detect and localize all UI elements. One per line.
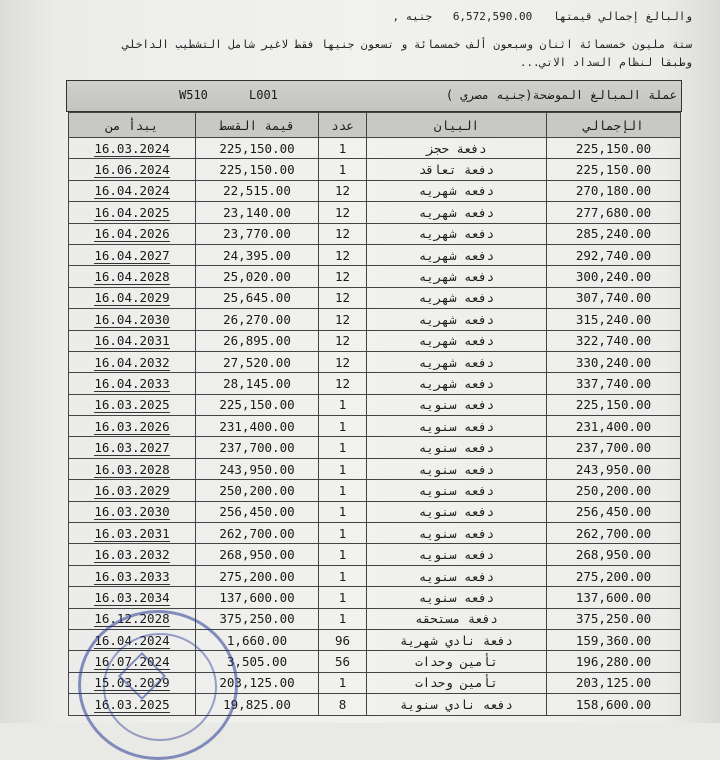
start-date-cell (69, 159, 196, 180)
table-row (69, 501, 681, 522)
count-cell: 1 (319, 159, 367, 180)
installment-value-cell: 225,150.00 (196, 138, 319, 159)
installment-value-cell: 250,200.00 (196, 480, 319, 501)
header-installment-value: قيمة القسط (196, 113, 319, 138)
total-cell: 159,360.00 (547, 629, 681, 650)
installment-value-cell: 23,770.00 (196, 223, 319, 244)
table-row (69, 138, 681, 159)
total-amount-line (392, 10, 692, 23)
total-cell: 315,240.00 (547, 309, 681, 330)
table-row (69, 223, 681, 244)
installment-value-cell: 375,250.00 (196, 608, 319, 629)
header-count: عدد (319, 113, 367, 138)
description-cell: دفعه سنويه (367, 394, 547, 415)
description-cell: دفعه نادي سنوية (367, 694, 547, 715)
installment-value-cell: 23,140.00 (196, 202, 319, 223)
table-row (69, 608, 681, 629)
total-amount-currency: جنيه , (392, 10, 433, 23)
count-cell: 1 (319, 394, 367, 415)
description-cell: دفعه شهريه (367, 244, 547, 265)
start-date-value: 16.04.2025 (94, 204, 170, 220)
installment-value-cell: 275,200.00 (196, 565, 319, 586)
total-cell: 237,700.00 (547, 437, 681, 458)
total-cell: 158,600.00 (547, 694, 681, 715)
start-date-value: 16.04.2027 (94, 247, 170, 263)
installment-value-cell: 26,895.00 (196, 330, 319, 351)
installment-value-cell: 3,505.00 (196, 651, 319, 672)
total-cell: 225,150.00 (547, 394, 681, 415)
total-cell: 292,740.00 (547, 244, 681, 265)
start-date-cell (69, 394, 196, 415)
description-cell: دفعه سنويه (367, 565, 547, 586)
table-row (69, 330, 681, 351)
installment-value-cell: 25,020.00 (196, 266, 319, 287)
total-cell: 225,150.00 (547, 138, 681, 159)
count-cell: 12 (319, 309, 367, 330)
total-cell: 196,280.00 (547, 651, 681, 672)
start-date-cell (69, 202, 196, 223)
table-row (69, 629, 681, 650)
description-cell: دفعه شهريه (367, 180, 547, 201)
count-cell: 1 (319, 480, 367, 501)
start-date-value: 16.04.2029 (94, 290, 170, 306)
start-date-value: 16.03.2031 (94, 525, 170, 541)
total-cell: 268,950.00 (547, 544, 681, 565)
start-date-value: 16.03.2028 (94, 461, 170, 477)
description-cell: تأمين وحدات (367, 672, 547, 693)
start-date-value: 16.03.2029 (94, 482, 170, 498)
total-amount-label: والبالغ إجمالي قيمتها (552, 10, 692, 23)
installment-value-cell: 1,660.00 (196, 629, 319, 650)
installment-value-cell: 22,515.00 (196, 180, 319, 201)
installment-value-cell: 237,700.00 (196, 437, 319, 458)
table-row (69, 351, 681, 372)
count-cell: 12 (319, 266, 367, 287)
count-cell: 12 (319, 223, 367, 244)
installment-value-cell: 268,950.00 (196, 544, 319, 565)
table-row (69, 373, 681, 394)
description-cell: دفعة نادي شهرية (367, 629, 547, 650)
count-cell: 1 (319, 565, 367, 586)
total-cell: 231,400.00 (547, 416, 681, 437)
count-cell: 96 (319, 629, 367, 650)
count-cell: 1 (319, 501, 367, 522)
installment-value-cell: 28,145.00 (196, 373, 319, 394)
currency-banner (66, 80, 682, 112)
header-total: الإجمالي (547, 113, 681, 138)
total-cell: 285,240.00 (547, 223, 681, 244)
total-cell: 375,250.00 (547, 608, 681, 629)
total-cell: 277,680.00 (547, 202, 681, 223)
table-row (69, 458, 681, 479)
table-row (69, 672, 681, 693)
payment-schedule-table (68, 112, 681, 716)
table-row (69, 587, 681, 608)
installment-value-cell: 27,520.00 (196, 351, 319, 372)
payment-system-intro: وطبقا لنظام السداد الاتي... (519, 56, 692, 69)
start-date-value: 16.04.2031 (94, 333, 170, 349)
table-header-row (69, 113, 681, 138)
description-cell: دفعه سنويه (367, 458, 547, 479)
start-date-cell (69, 180, 196, 201)
table-row (69, 694, 681, 715)
total-cell: 337,740.00 (547, 373, 681, 394)
description-cell: دفعه شهريه (367, 351, 547, 372)
start-date-value: 16.04.2024 (94, 183, 170, 199)
total-cell: 262,700.00 (547, 523, 681, 544)
description-cell: دفعة حجز (367, 138, 547, 159)
total-cell: 203,125.00 (547, 672, 681, 693)
start-date-cell (69, 523, 196, 544)
installment-value-cell: 256,450.00 (196, 501, 319, 522)
table-row (69, 416, 681, 437)
start-date-value: 16.03.2024 (94, 140, 170, 156)
count-cell: 1 (319, 458, 367, 479)
installment-value-cell: 26,270.00 (196, 309, 319, 330)
installment-value-cell: 203,125.00 (196, 672, 319, 693)
description-cell: دفعه سنويه (367, 416, 547, 437)
start-date-value: 16.03.2025 (94, 397, 170, 413)
start-date-value: 16.03.2026 (94, 418, 170, 434)
start-date-cell (69, 501, 196, 522)
start-date-cell (69, 266, 196, 287)
start-date-value: 16.03.2030 (94, 504, 170, 520)
count-cell: 12 (319, 373, 367, 394)
installment-value-cell: 24,395.00 (196, 244, 319, 265)
description-cell: دفعه شهريه (367, 287, 547, 308)
description-cell: دفعه شهريه (367, 330, 547, 351)
count-cell: 12 (319, 330, 367, 351)
start-date-value: 16.04.2033 (94, 375, 170, 391)
start-date-value: 16.07.2024 (94, 654, 170, 670)
start-date-cell (69, 287, 196, 308)
total-cell: 225,150.00 (547, 159, 681, 180)
start-date-cell (69, 458, 196, 479)
table-row (69, 266, 681, 287)
start-date-cell (69, 244, 196, 265)
description-cell: دفعه سنويه (367, 523, 547, 544)
start-date-value: 15.03.2029 (94, 675, 170, 691)
count-cell: 1 (319, 544, 367, 565)
table-row (69, 287, 681, 308)
count-cell: 1 (319, 416, 367, 437)
total-cell: 307,740.00 (547, 287, 681, 308)
count-cell: 1 (319, 587, 367, 608)
installment-value-cell: 19,825.00 (196, 694, 319, 715)
count-cell: 1 (319, 672, 367, 693)
start-date-cell (69, 351, 196, 372)
start-date-cell (69, 373, 196, 394)
start-date-cell (69, 138, 196, 159)
table-row (69, 544, 681, 565)
start-date-value: 16.04.2024 (94, 632, 170, 648)
header-description: البيان (367, 113, 547, 138)
start-date-cell (69, 480, 196, 501)
count-cell: 1 (319, 523, 367, 544)
start-date-value: 16.04.2032 (94, 354, 170, 370)
table-row (69, 309, 681, 330)
start-date-cell (69, 565, 196, 586)
start-date-cell (69, 651, 196, 672)
table-row (69, 437, 681, 458)
total-cell: 330,240.00 (547, 351, 681, 372)
table-row (69, 159, 681, 180)
description-cell: دفعه سنويه (367, 587, 547, 608)
table-row (69, 180, 681, 201)
table-row (69, 244, 681, 265)
start-date-cell (69, 629, 196, 650)
description-cell: دفعه سنويه (367, 437, 547, 458)
start-date-value: 16.04.2026 (94, 226, 170, 242)
total-cell: 270,180.00 (547, 180, 681, 201)
count-cell: 1 (319, 608, 367, 629)
start-date-cell (69, 587, 196, 608)
description-cell: دفعه شهريه (367, 309, 547, 330)
table-row (69, 202, 681, 223)
start-date-cell (69, 223, 196, 244)
table-row (69, 394, 681, 415)
table-body (69, 138, 681, 716)
description-cell: تأمين وحدات (367, 651, 547, 672)
count-cell: 12 (319, 180, 367, 201)
header-start-date: يبدأ من (69, 113, 196, 138)
start-date-value: 16.03.2025 (94, 696, 170, 712)
installment-value-cell: 137,600.00 (196, 587, 319, 608)
start-date-value: 16.03.2032 (94, 547, 170, 563)
start-date-cell (69, 330, 196, 351)
level-code: L001 (249, 88, 278, 102)
count-cell: 56 (319, 651, 367, 672)
count-cell: 1 (319, 437, 367, 458)
amount-in-words: ستة مليون خمسمائة اثنان وسبعون ألف خمسمائة و تسعون جنيها فقط لاغير شامل التشطيب الداخلي (122, 38, 692, 51)
count-cell: 12 (319, 202, 367, 223)
count-cell: 8 (319, 694, 367, 715)
count-cell: 12 (319, 351, 367, 372)
start-date-value: 16.04.2028 (94, 269, 170, 285)
start-date-value: 16.03.2027 (94, 440, 170, 456)
total-cell: 322,740.00 (547, 330, 681, 351)
start-date-cell (69, 437, 196, 458)
start-date-value: 16.06.2024 (94, 162, 170, 178)
description-cell: دفعة مستحقه (367, 608, 547, 629)
table-row (69, 523, 681, 544)
description-cell: دفعه شهريه (367, 266, 547, 287)
start-date-value: 16.12.2028 (94, 611, 170, 627)
description-cell: دفعه سنويه (367, 544, 547, 565)
installment-value-cell: 225,150.00 (196, 159, 319, 180)
total-cell: 300,240.00 (547, 266, 681, 287)
description-cell: دفعه سنويه (367, 501, 547, 522)
count-cell: 12 (319, 287, 367, 308)
total-cell: 137,600.00 (547, 587, 681, 608)
total-amount-value: 6,572,590.00 (452, 10, 533, 23)
start-date-cell (69, 672, 196, 693)
start-date-value: 16.03.2034 (94, 589, 170, 605)
start-date-value: 16.04.2030 (94, 311, 170, 327)
total-cell: 275,200.00 (547, 565, 681, 586)
start-date-cell (69, 608, 196, 629)
count-cell: 1 (319, 138, 367, 159)
description-cell: دفعة تعاقد (367, 159, 547, 180)
start-date-cell (69, 416, 196, 437)
installment-value-cell: 25,645.00 (196, 287, 319, 308)
installment-value-cell: 225,150.00 (196, 394, 319, 415)
description-cell: دفعه شهريه (367, 373, 547, 394)
table-row (69, 565, 681, 586)
start-date-cell (69, 309, 196, 330)
installment-value-cell: 231,400.00 (196, 416, 319, 437)
total-cell: 243,950.00 (547, 458, 681, 479)
installment-value-cell: 243,950.00 (196, 458, 319, 479)
start-date-cell (69, 544, 196, 565)
total-cell: 250,200.00 (547, 480, 681, 501)
total-cell: 256,450.00 (547, 501, 681, 522)
unit-code: W510 (179, 88, 208, 102)
installment-value-cell: 262,700.00 (196, 523, 319, 544)
description-cell: دفعه شهريه (367, 202, 547, 223)
description-cell: دفعه شهريه (367, 223, 547, 244)
count-cell: 12 (319, 244, 367, 265)
start-date-cell (69, 694, 196, 715)
description-cell: دفعه سنويه (367, 480, 547, 501)
table-row (69, 480, 681, 501)
table-row (69, 651, 681, 672)
currency-note: عملة المبالغ الموضحة(جنيه مصري ) (445, 88, 677, 102)
start-date-value: 16.03.2033 (94, 568, 170, 584)
